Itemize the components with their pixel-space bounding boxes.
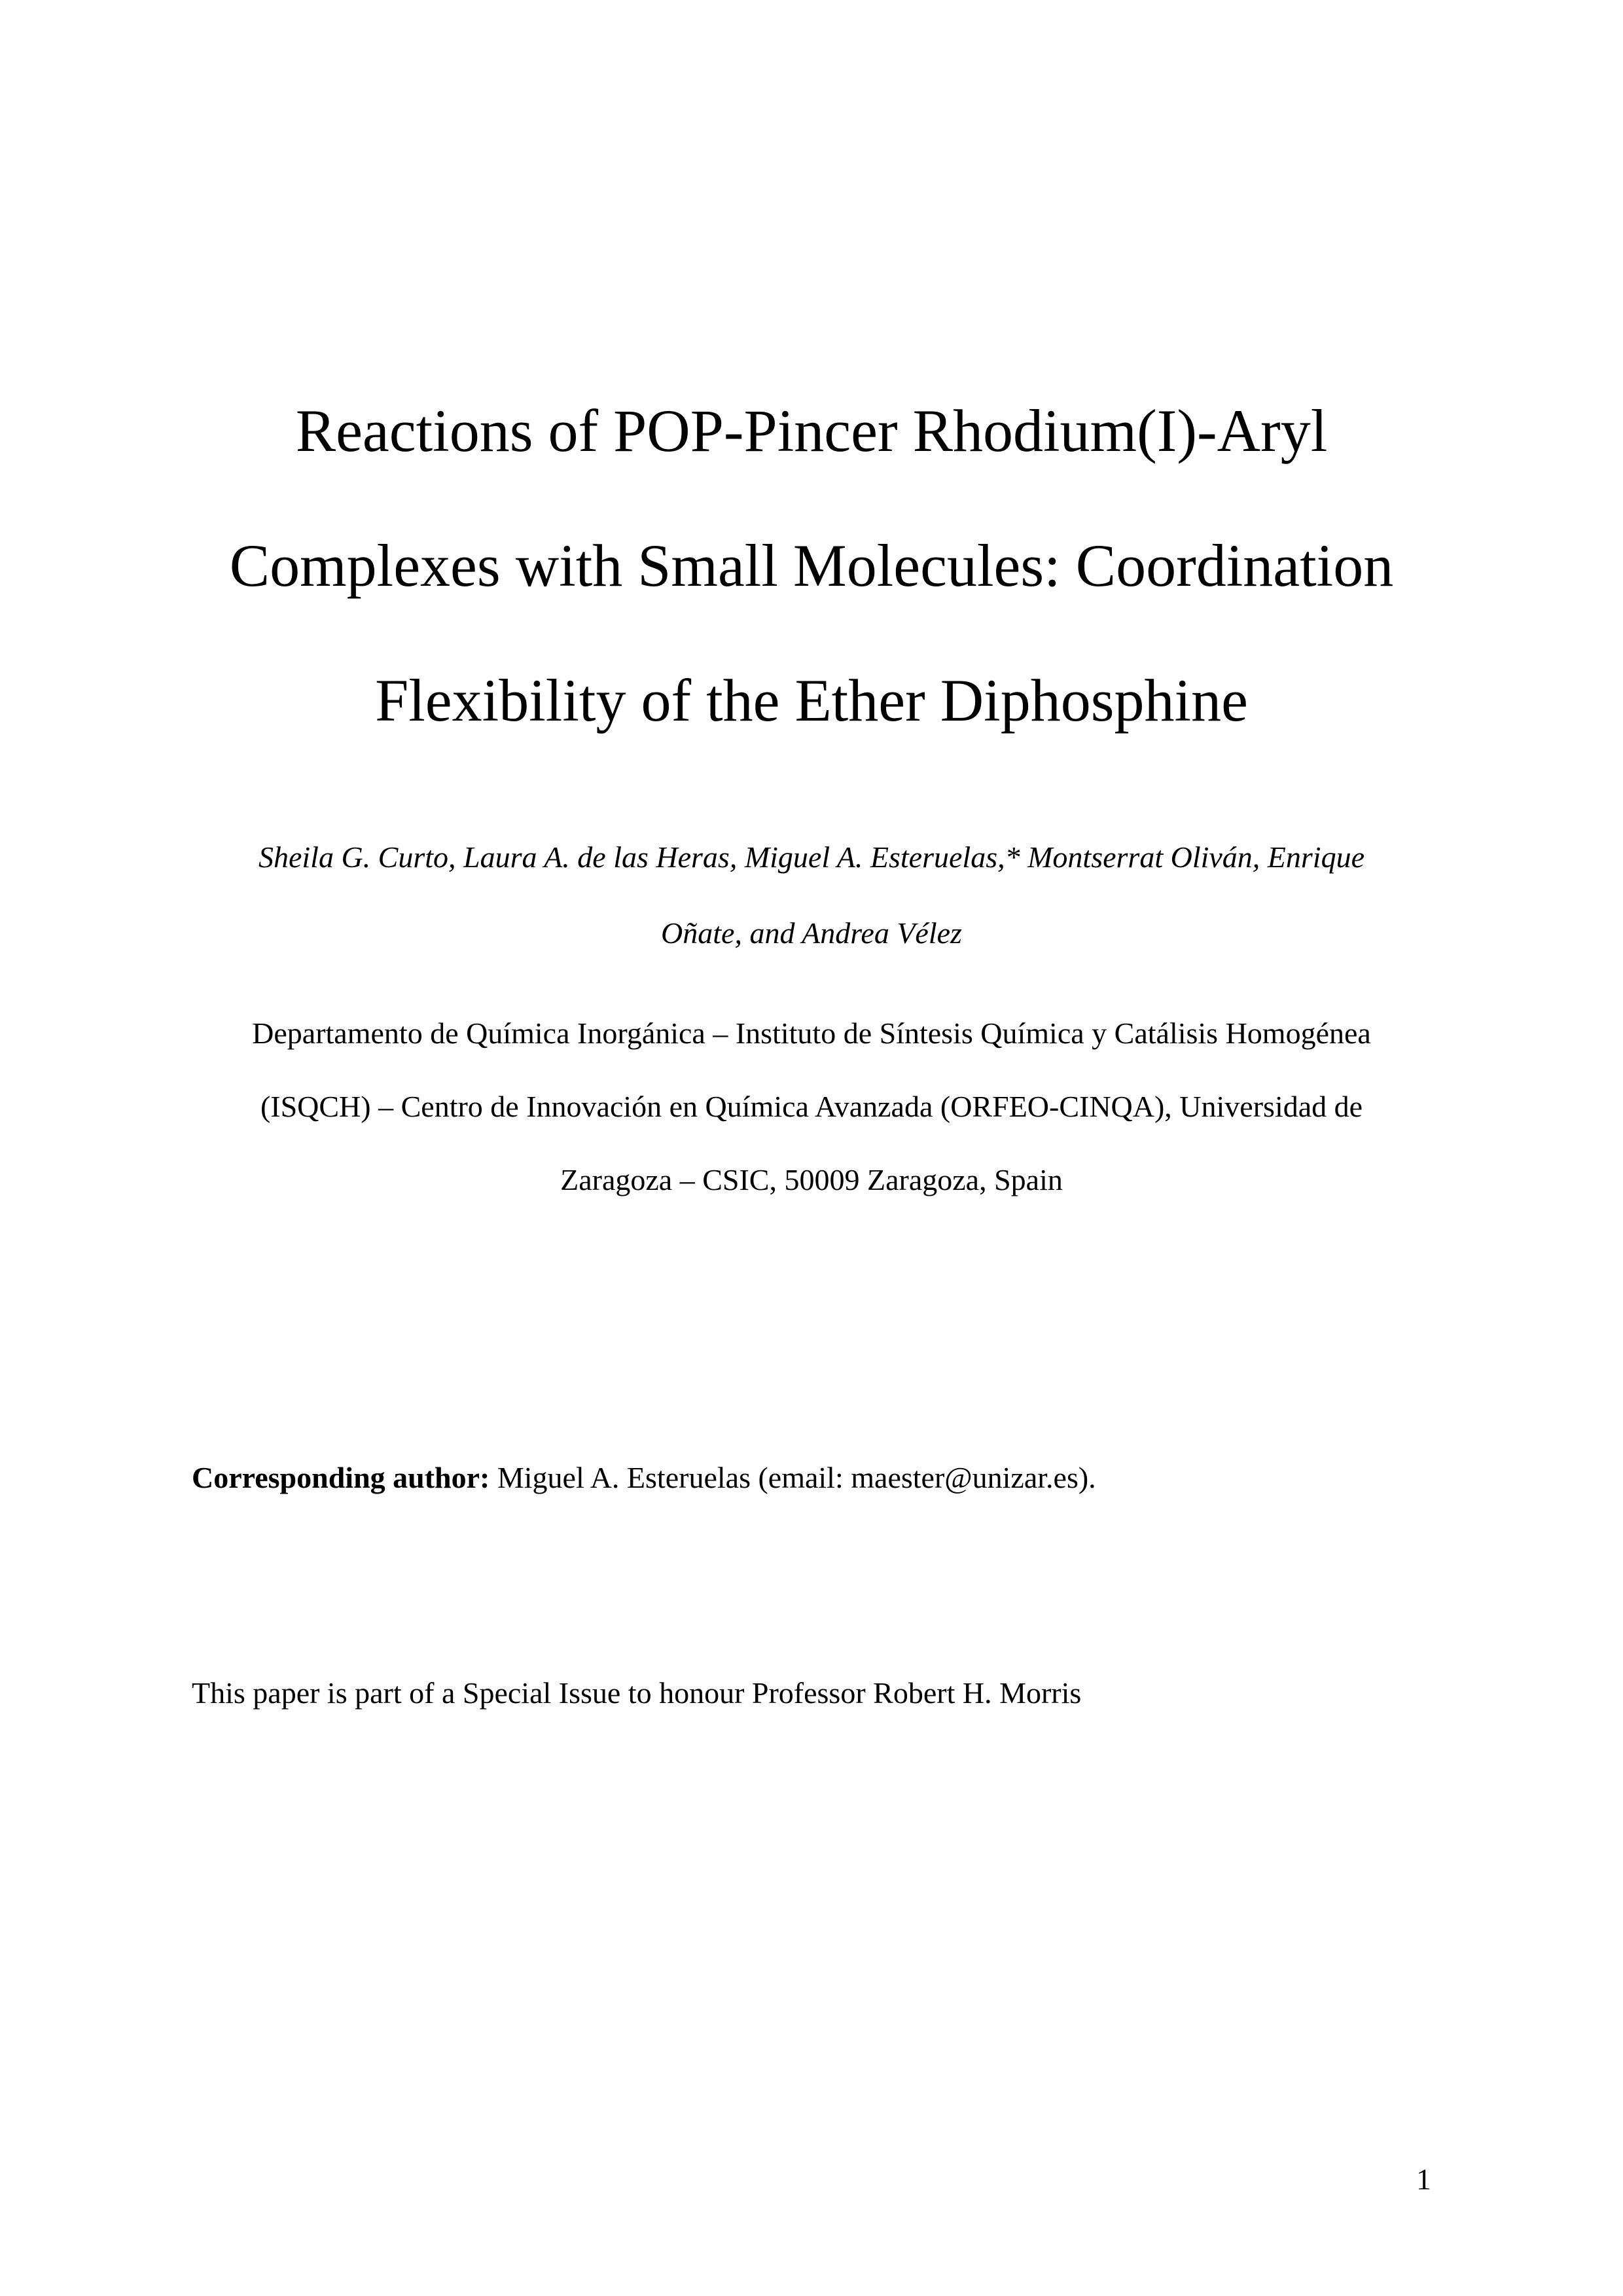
affiliation-line-2: (ISQCH) – Centro de Innovación en Química Avanzada (ORFEO-CINQA), Universidad de	[260, 1090, 1363, 1123]
affiliation	[164, 997, 1459, 1217]
authors-line-2: Oñate, and Andrea Vélez	[661, 916, 962, 950]
title-line-2: Complexes with Small Molecules: Coordination	[229, 532, 1394, 599]
paper-title	[131, 363, 1492, 768]
title-line-3: Flexibility of the Ether Diphosphine	[375, 667, 1248, 734]
corresponding-author-text: Miguel A. Esteruelas (email: maester@unizar.es).	[490, 1461, 1096, 1494]
page-number: 1	[1416, 2162, 1431, 2196]
affiliation-line-1: Departamento de Química Inorgánica – Instituto de Síntesis Química y Catálisis Homogénea	[252, 1016, 1371, 1050]
corresponding-author-label: Corresponding author:	[192, 1461, 490, 1494]
affiliation-line-3: Zaragoza – CSIC, 50009 Zaragoza, Spain	[560, 1163, 1063, 1196]
author-list	[196, 819, 1427, 971]
title-line-1: Reactions of POP-Pincer Rhodium(I)-Aryl	[295, 397, 1328, 464]
authors-line-1: Sheila G. Curto, Laura A. de las Heras, Miguel A. Esteruelas,* Montserrat Oliván, Enrique	[258, 840, 1364, 874]
special-issue-note: This paper is part of a Special Issue to honour Professor Robert H. Morris	[192, 1676, 1082, 1710]
corresponding-author	[192, 1458, 1096, 1498]
